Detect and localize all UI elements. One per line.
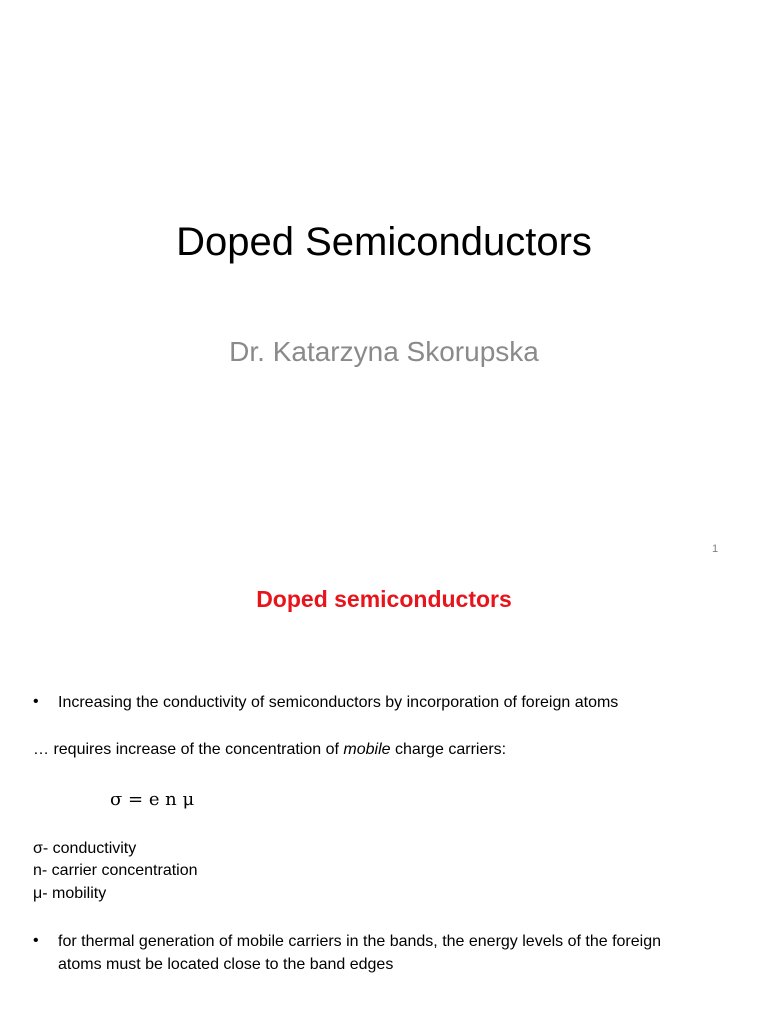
bullet-thermal-generation: for thermal generation of mobile carriers in the bands, the energy levels of the foreign atoms must be located close to the band edges [58, 933, 661, 973]
author-name: Dr. Katarzyna Skorupska [229, 336, 539, 367]
bullet-marker: • [33, 932, 39, 949]
bullet-conductivity: Increasing the conductivity of semiconductors by incorporation of foreign atoms [58, 694, 619, 711]
conductivity-formula: σ = e n μ [110, 789, 195, 810]
requirement-line [33, 739, 506, 761]
slide-title: Doped Semiconductors [176, 220, 592, 264]
requirement-text-start: … requires increase of the concentration of [33, 741, 344, 758]
page-number: 1 [712, 543, 719, 555]
definition-concentration: n- carrier concentration [33, 862, 198, 879]
requirement-text-end: charge carriers: [390, 741, 507, 758]
requirement-text-italic: mobile [343, 741, 391, 758]
bullet-marker: • [33, 693, 39, 710]
definition-conductivity: σ- conductivity [33, 840, 137, 857]
section-heading: Doped semiconductors [256, 586, 512, 612]
definition-mobility: μ- mobility [33, 885, 107, 902]
